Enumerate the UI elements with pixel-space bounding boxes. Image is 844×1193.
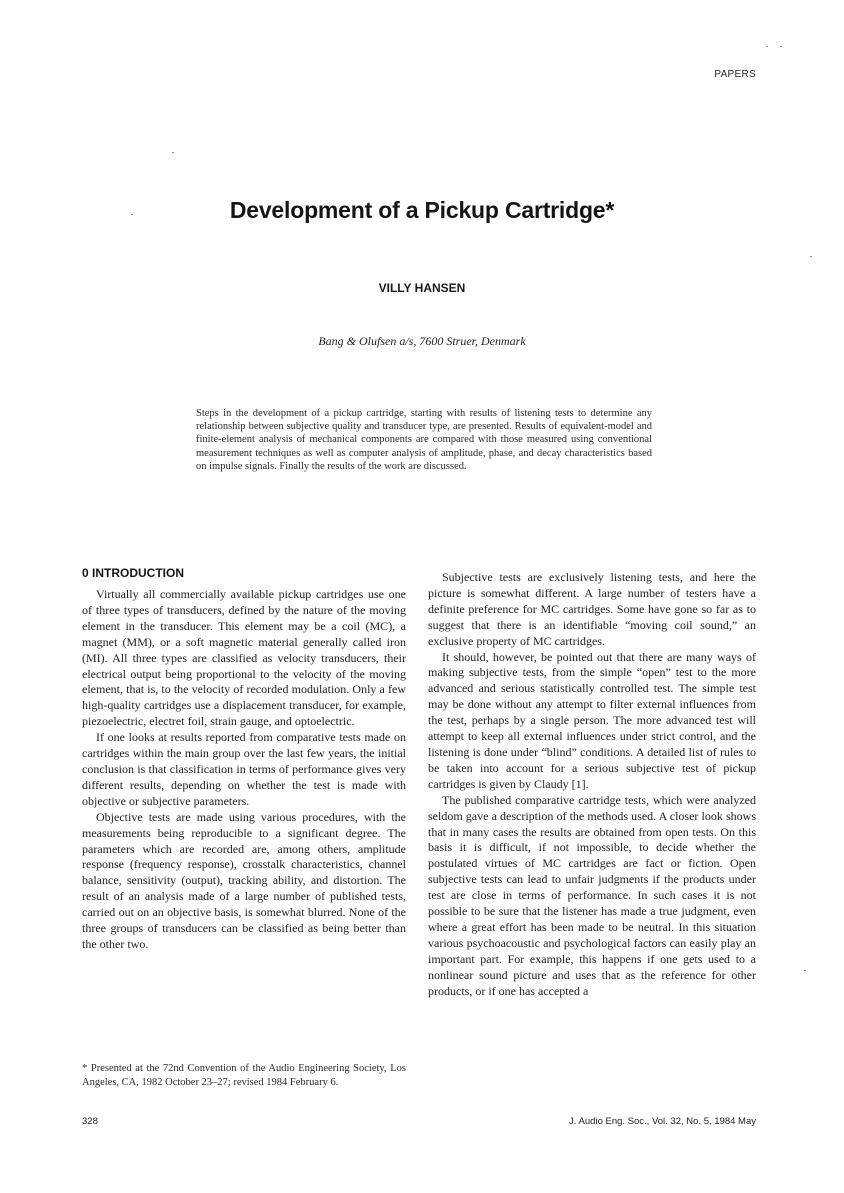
paragraph: It should, however, be pointed out that there are many ways of making subjective tests, from the simple “open” test to the more advanced and serious statistically controlled test. The simple test may be done without any attempt to filter external influences from the test, perhaps by a single person. The more advanced test will attempt to keep all external influences under strict control, and the listening is done under “blind” conditions. A detailed list of rules to be taken into account for a serious subjective test of pickup cartridges is given by Claudy [1]. [428, 649, 756, 791]
author-name: VILLY HANSEN [378, 281, 466, 295]
paragraph: Subjective tests are exclusively listening tests, and here the picture is somewhat different. A large number of testers have a definite preference for MC cartridges. Some have gone so far as to suggest that there is an identifiable “moving coil sound,” an exclusive property of MC cartridges. [428, 570, 756, 648]
author-affiliation: Bang & Olufsen a/s, 7600 Struer, Denmark [318, 334, 526, 348]
journal-reference: J. Audio Eng. Soc., Vol. 32, No. 5, 1984 May [569, 1116, 756, 1127]
paragraph: The published comparative cartridge tests, which were analyzed seldom gave a description of the methods used. A closer look shows that in many cases the results are obtained from open tests. On this basis it is difficult, if not impossible, to decide whether the postulated virtues of MC cartridges are fact or fiction. Open subjective tests can lead to unfair judgments if the products under test are close in terms of performance. In such cases it is not possible to be sure that the listener has made a true judgment, even where a great effort has been made to be neutral. In this situation various psychoacoustic and psychological factors can easily play an important part. For example, this happens if one gets used to a nonlinear sound picture and uses that as the reference for other products, or if one has accepted a [428, 792, 756, 998]
section-heading: 0 INTRODUCTION [82, 566, 184, 580]
scan-speck [131, 214, 133, 215]
paragraph: Objective tests are made using various procedures, with the measurements being reproducible to a significant degree. The parameters which are recorded are, among others, amplitude response (frequency response), crosstalk characteristics, channel balance, sensitivity (output), tracking ability, and distortion. The result of an analysis made of a large number of published tests, carried out on an objective basis, is somewhat blurred. None of the three groups of transducers can be classified as being better than the other two. [82, 809, 406, 951]
running-header: PAPERS [714, 69, 756, 80]
left-column [82, 587, 406, 953]
abstract: Steps in the development of a pickup cartridge, starting with results of listening tests to determine any relationship between subjective quality and transducer type, are presented. Results of equivalent-model and finite-element analysis of mechanical components are compared with those measured using conventional measurement techniques as well as computer analysis of amplitude, phase, and decay characteristics based on impulse signals. Finally the results of the work are discussed. [196, 408, 652, 472]
footnote: * Presented at the 72nd Convention of the Audio Engineering Society, Los Angeles, CA, 1982 October 23–27; revised 1984 February 6. [82, 1063, 406, 1088]
scan-speck [780, 46, 782, 47]
article-title: Development of a Pickup Cartridge* [229, 197, 615, 223]
scan-speck [810, 256, 812, 257]
page-number: 328 [82, 1116, 98, 1127]
scan-speck [172, 152, 174, 153]
scan-speck [804, 970, 806, 971]
paragraph: If one looks at results reported from comparative tests made on cartridges within the main group over the last few years, the initial conclusion is that classification in terms of performance gives very different results, depending on whether the test is made with objective or subjective parameters. [82, 730, 406, 808]
right-column [428, 570, 756, 999]
scan-speck [766, 46, 768, 47]
paragraph: Virtually all commercially available pickup cartridges use one of three types of transducers, defined by the nature of the moving element in the transducer. This element may be a coil (MC), a magnet (MM), or a soft magnetic material generally called iron (MI). All three types are classified as velocity transducers, their electrical output being proportional to the velocity of the moving element, that is, to the velocity of recorded modulation. Only a few high-quality cartridges use a displacement transducer, for example, piezoelectric, electret foil, strain gauge, and optoelectric. [82, 587, 406, 729]
